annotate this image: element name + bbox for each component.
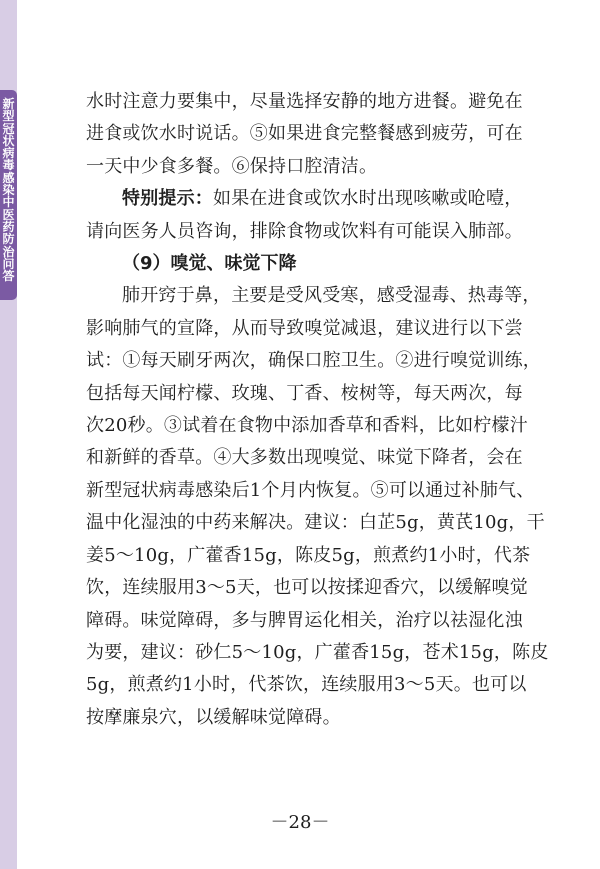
text-line: 为要，建议：砂仁5～10g，广藿香15g，苍术15g，陈皮 (86, 641, 549, 663)
book-title-text: 新型冠状病毒感染中医药防治问答 (2, 97, 15, 284)
page-number: －28－ (270, 812, 330, 833)
text-line: 新型冠状病毒感染后1个月内恢复。⑤可以通过补肺气、 (86, 479, 535, 501)
special-note-line (86, 183, 528, 215)
text-line: 包括每天闻柠檬、玫瑰、丁香、桉树等，每天两次，每 (86, 382, 523, 404)
text-line: 水时注意力要集中，尽量选择安静的地方进餐。避免在 (86, 91, 523, 112)
text-line: 姜5～10g，广藿香15g，陈皮5g，煎煮约1小时，代茶 (86, 544, 531, 566)
text-line: 温中化湿浊的中药来解决。建议：白芷5g，黄芪10g，干 (86, 512, 545, 534)
text-line: 5g，煎煮约1小时，代茶饮，连续服用3～5天。也可以 (86, 674, 527, 696)
special-note-line: 请向医务人员咨询，排除食物或饮料有可能误入肺部。 (86, 220, 523, 242)
text-line: 一天中少食多餐。⑥保持口腔清洁。 (86, 155, 378, 177)
special-note-label: 特别提示： (122, 188, 213, 210)
text-line: 次20秒。③试着在食物中添加香草和香料，比如柠檬汁 (86, 415, 528, 437)
page-content (86, 86, 549, 734)
side-tab (0, 0, 45, 869)
text-line: 试：①每天刷牙两次，确保口腔卫生。②进行嗅觉训练， (86, 350, 541, 372)
text-line: 进食或饮水时说话。⑤如果进食完整餐感到疲劳，可在 (86, 123, 523, 145)
section-heading: （9）嗅觉、味觉下降 (122, 253, 297, 275)
special-note (86, 183, 528, 248)
paragraph-continued (86, 86, 528, 183)
paragraph-main (86, 280, 549, 734)
book-title-tab (0, 90, 17, 300)
text-line: 肺开窍于鼻，主要是受风受寒，感受湿毒、热毒等， (122, 285, 541, 307)
text-line: 障碍。味觉障碍，多与脾胃运化相关，治疗以祛湿化浊 (86, 609, 523, 631)
text-line: 饮，连续服用3～5天，也可以按揉迎香穴，以缓解嗅觉 (86, 577, 528, 599)
text-line: 影响肺气的宣降，从而导致嗅觉减退，建议进行以下尝 (86, 317, 523, 339)
text-line: 和新鲜的香草。④大多数出现嗅觉、味觉下降者，会在 (86, 447, 523, 469)
text-line: 按摩廉泉穴，以缓解味觉障碍。 (86, 706, 341, 728)
special-note-text: 如果在进食或饮水时出现咳嗽或呛噎， (213, 188, 523, 210)
